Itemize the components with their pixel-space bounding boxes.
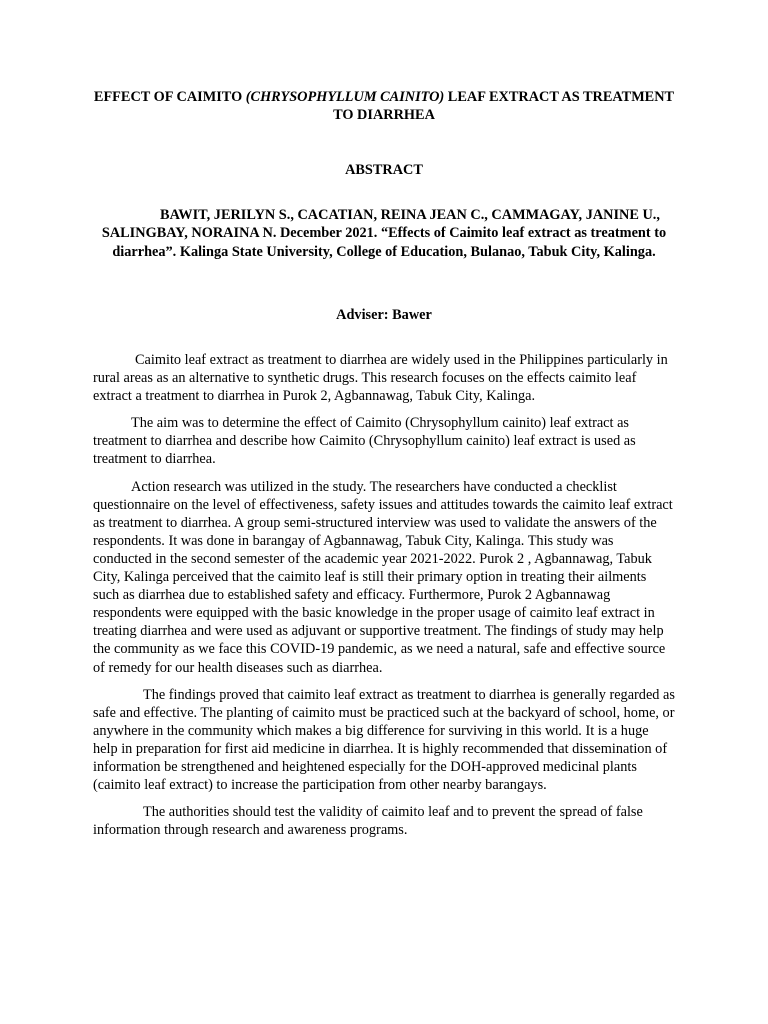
citation-text: BAWIT, JERILYN S., CACATIAN, REINA JEAN C., CAMMAGAY, JANINE U., SALINGBAY, NORAINA N. December 2021. “Effects of Caimito leaf extract as treatment to diarrhea”. Kalinga State University, College of Education, Bulanao, Tabuk City, Kalinga. <box>101 207 667 260</box>
title-part-1: EFFECT OF CAIMITO <box>93 89 246 105</box>
paragraph-1: Caimito leaf extract as treatment to diarrhea are widely used in the Philippines particularly in rural areas as an alternative to synthetic drugs. This research focuses on the effects caimito leaf extract a treatment to diarrhea in Purok 2, Agbannawag, Tabuk City, Kalinga. <box>93 352 668 405</box>
adviser-line: Adviser: Bawer <box>336 307 432 323</box>
abstract-heading: ABSTRACT <box>345 162 423 178</box>
paragraph-2: The aim was to determine the effect of Caimito (Chrysophyllum cainito) leaf extract as treatment to diarrhea and describe how Caimito (Chrysophyllum cainito) leaf extract is used as treatment to diarrhea. <box>93 415 636 468</box>
paragraph-3: Action research was utilized in the study. The researchers have conducted a checklist questionnaire on the level of effectiveness, safety issues and attitudes towards the caimito leaf extract as treatment to diarrhea. A group semi-structured interview was used to validate the answers of the respondents. It was done in barangay of Agbannawag, Tabuk City, Kalinga. This study was conducted in the second semester of the academic year 2021-2022. Purok 2 , Agbannawag, Tabuk City, Kalinga perceived that the caimito leaf is still their primary option in treating their ailments such as diarrhea due to established safety and efficacy. Furthermore, Purok 2 Agbannawag respondents were equipped with the basic knowledge in the proper usage of caimito leaf extract in treating diarrhea and were used as adjuvant or supportive treatment. The findings of study may help the community as we face this COVID-19 pandemic, as we need a natural, safe and effective source of remedy for our health diseases such as diarrhea. <box>93 478 673 676</box>
abstract-body <box>93 351 675 848</box>
paragraph-5: The authorities should test the validity of caimito leaf and to prevent the spread of false information through research and awareness programs. <box>93 804 643 839</box>
title-species-italic: (CHRYSOPHYLLUM CAINITO) <box>245 89 445 105</box>
citation <box>93 206 675 261</box>
title-part-2: LEAF EXTRACT AS TREATMENT TO DIARRHEA <box>333 89 675 123</box>
document-title <box>93 88 675 124</box>
paragraph-4: The findings proved that caimito leaf extract as treatment to diarrhea is generally regarded as safe and effective. The planting of caimito must be practiced such at the backyard of school, home, or anywhere in the community which makes a big difference for surviving in this world. It is a huge help in preparation for first aid medicine in diarrhea. It is highly recommended that dissemination of information be strengthened and heightened especially for the DOH-approved medicinal plants (caimito leaf extract) to increase the participation from other nearby barangays. <box>93 686 675 794</box>
